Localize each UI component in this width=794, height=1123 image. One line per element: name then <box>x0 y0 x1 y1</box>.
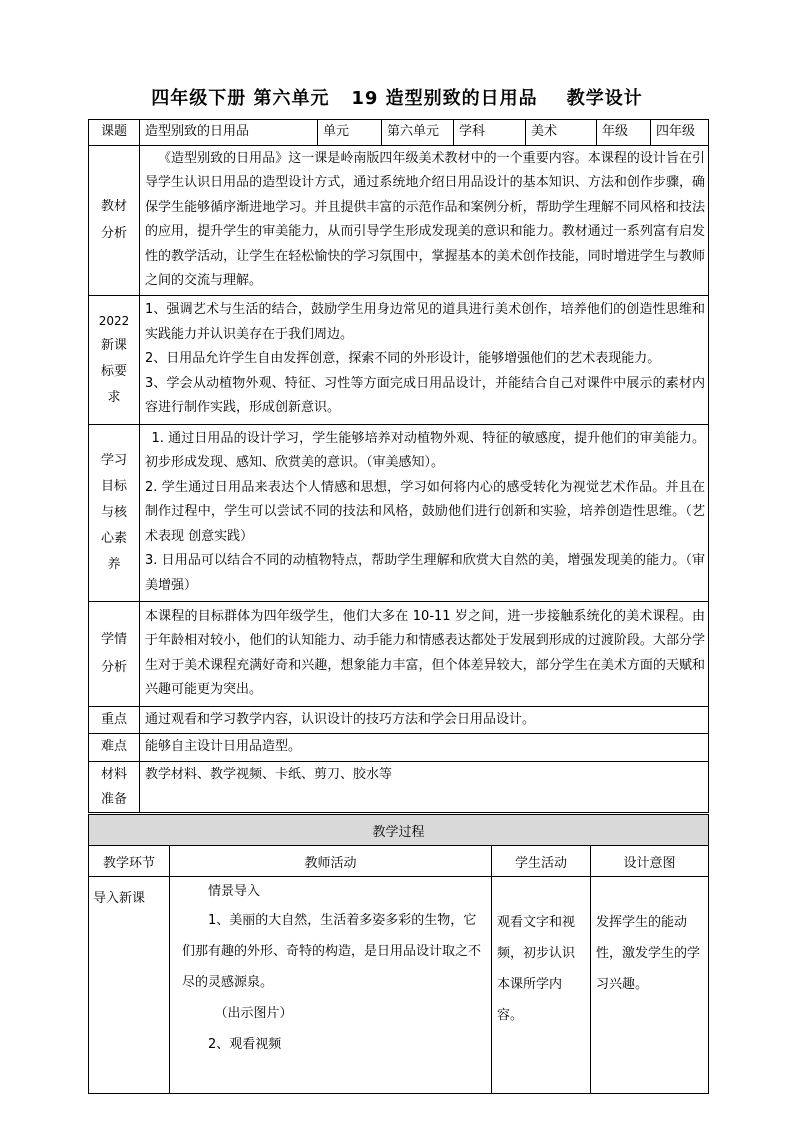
document-title: 四年级下册 第六单元 19 造型别致的日用品 教学设计 <box>151 88 643 109</box>
column-header: 设计意图 <box>591 846 709 877</box>
key-point-row <box>89 706 709 734</box>
standards-item: 2、日用品允许学生自由发挥创意，探索不同的外形设计，能够增强他们的艺术表现能力。 <box>145 351 661 367</box>
key-point-text: 通过观看和学习教学内容，认识设计的技巧方法和学会日用品设计。 <box>140 706 709 734</box>
standards-item: 3、学会从动植物外观、特征、习性等方面完成日用品设计，并能结合自己对课件中展示的素材内容进行制作实践，形成创新意识。 <box>145 375 705 416</box>
teacher-item: 1、美丽的大自然，生活着多姿多彩的生物，它们那有趣的外形、奇特的构造，是日用品设计取之不尽的灵感源泉。 <box>182 913 482 990</box>
learner-analysis-row <box>89 601 709 706</box>
unit-value: 第六单元 <box>382 120 454 146</box>
student-activity: 观看文字和视频，初步认识本课所学内容。 <box>492 877 591 1094</box>
textbook-analysis-row <box>89 145 709 295</box>
column-header: 教学环节 <box>89 846 170 877</box>
standards-item: 1、强调艺术与生活的结合，鼓励学生用身边常见的道具进行美术创作，培养他们的创造性思维和实践能力并认识美存在于我们周边。 <box>145 302 705 342</box>
textbook-analysis-text: 《造型别致的日用品》这一课是岭南版四年级美术教材中的一个重要内容。本课程的设计旨在引导学生认识日用品的造型设计方式，通过系统地介绍日用品设计的基本知识、方法和创作步骤，确保学生能够循序渐进地学习。并且提供丰富的示范作品和案例分析，帮助学生理解不同风格和技法的应用，提升学生的审美能力，从而引导学生形成发现美的意识和能力。教材通过一系列富有启发性的教学活动，让学生在轻松愉快的学习氛围中，掌握基本的美术创作技能，同时增进学生与教师之间的交流与理解。 <box>145 150 705 288</box>
objectives-item: 1. 通过日用品的设计学习，学生能够培养对动植物外观、特征的敏感度，提升他们的审美能力。初步形成发现、感知、欣赏美的意识。（审美感知）。 <box>145 430 705 471</box>
teacher-item: 2、观看视频 <box>208 1037 282 1052</box>
stage-name: 导入新课 <box>89 877 170 1094</box>
textbook-analysis-label: 教材分析 <box>100 199 127 241</box>
standards-row <box>89 295 709 424</box>
difficulty-row <box>89 734 709 762</box>
process-heading: 教学过程 <box>89 815 709 846</box>
design-intent: 发挥学生的能动性，激发学生的学习兴趣。 <box>591 877 709 1094</box>
column-header: 教师活动 <box>170 846 492 877</box>
teacher-activity <box>170 877 492 1094</box>
process-row <box>89 877 709 1094</box>
subject-label: 学科 <box>454 120 526 146</box>
standards-label-year: 2022 <box>98 313 130 328</box>
grade-value: 四年级 <box>651 120 709 146</box>
materials-row <box>89 761 709 812</box>
difficulty-text: 能够自主设计日用品造型。 <box>140 734 709 762</box>
key-point-label: 重点 <box>89 706 140 734</box>
column-header: 学生活动 <box>492 846 591 877</box>
objectives-label: 学习目标与核心素养 <box>100 452 127 572</box>
standards-label: 新课标要求 <box>100 337 127 405</box>
header-row <box>89 120 709 146</box>
subject-value: 美术 <box>526 120 597 146</box>
teacher-item: （出示图片） <box>214 1006 293 1021</box>
learner-analysis-label: 学情分析 <box>100 631 127 675</box>
objectives-row <box>89 424 709 601</box>
teaching-process-table <box>88 814 709 1094</box>
learner-analysis-text: 本课程的目标群体为四年级学生，他们大多在 10-11 岁之间，进一步接触系统化的美术课程。由于年龄相对较小，他们的认知能力、动手能力和情感表达都处于发展到形成的过渡阶段。大部分学生对于美术课程充满好奇和兴趣，想象能力丰富，但个体差异较大，部分学生在美术方面的天赋和兴趣可能更为突出。 <box>145 608 705 697</box>
teacher-heading: 情景导入 <box>208 884 261 899</box>
process-column-headers <box>89 846 709 877</box>
lesson-info-table <box>88 119 709 813</box>
grade-label: 年级 <box>597 120 651 146</box>
difficulty-label: 难点 <box>89 734 140 762</box>
objectives-item: 2. 学生通过日用品来表达个人情感和思想，学习如何将内心的感受转化为视觉艺术作品。并且在制作过程中，学生可以尝试不同的技法和风格，鼓励他们进行创新和实验，培养创造性思维。（艺术表现 创意实践） <box>145 479 705 544</box>
objectives-item: 3. 日用品可以结合不同的动植物特点，帮助学生理解和欣赏大自然的美，增强发现美的能力。（审美增强） <box>145 553 705 593</box>
materials-label: 材料准备 <box>100 766 127 807</box>
topic-label: 课题 <box>89 120 140 146</box>
unit-label: 单元 <box>318 120 382 146</box>
topic-value: 造型别致的日用品 <box>140 120 318 146</box>
materials-text: 教学材料、教学视频、卡纸、剪刀、胶水等 <box>140 761 709 812</box>
